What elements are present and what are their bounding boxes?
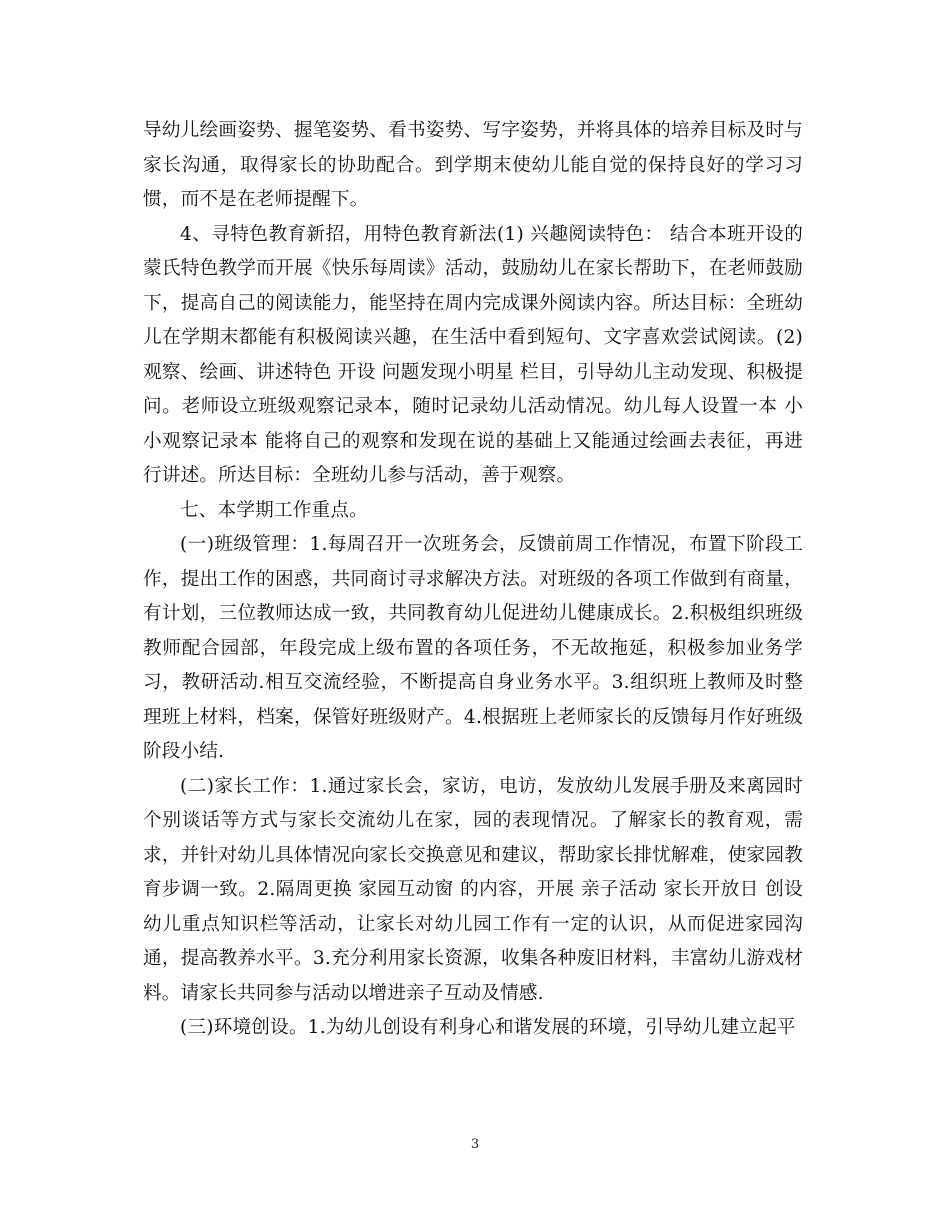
section-heading-work-focus: 七、本学期工作重点。: [180, 499, 368, 521]
paragraph-continuation: 导幼儿绘画姿势、握笔姿势、看书姿势、写字姿势，并将具体的培养目标及时与家长沟通，取得家长的协助配合。到学期末使幼儿能自觉的保持良好的学习习惯，而不是在老师提醒下。: [143, 120, 803, 210]
paragraph-class-management: (一)班级管理：1.每周召开一次班务会，反馈前周工作情况，布置下阶段工作，提出工作的困惑，共同商讨寻求解决方法。对班级的各项工作做到有商量，有计划，三位教师达成一致，共同教育幼儿促进幼儿健康成长。2.积极组织班级教师配合园部，年段完成上级布置的各项任务，不无故拖延，积极参加业务学习，教研活动.相互交流经验，不断提高自身业务水平。3.组织班上教师及时整理班上材料，档案，保管好班级财产。4.根据班上老师家长的反馈每月作好班级阶段小结.: [143, 534, 803, 762]
paragraph-special-education: 4、寻特色教育新招，用特色教育新法(1) 兴趣阅读特色： 结合本班开设的蒙氏特色教学而开展《快乐每周读》活动，鼓励幼儿在家长帮助下，在老师鼓励下，提高自己的阅读能力，能坚持在周内完成课外阅读内容。所达目标：全班幼儿在学期末都能有积极阅读兴趣，在生活中看到短句、文字喜欢尝试阅读。(2) 观察、绘画、讲述特色 开设 问题发现小明星 栏目，引导幼儿主动发现、积极提问。老师设立班级观察记录本，随时记录幼儿活动情况。幼儿每人设置一本 小小观察记录本 能将自己的观察和发现在说的基础上又能通过绘画去表征，再进行讲述。所达目标：全班幼儿参与活动，善于观察。: [143, 223, 803, 486]
paragraph-environment: (三)环境创设。1.为幼儿创设有利身心和谐发展的环境，引导幼儿建立起平: [180, 1017, 796, 1038]
paragraph-parent-work: (二)家长工作：1.通过家长会，家访，电访，发放幼儿发展手册及来离园时个别谈话等方式与家长交流幼儿在家，园的表现情况。了解家长的教育观，需求，并针对幼儿具体情况向家长交换意见和建议，帮助家长排忧解难，使家园教育步调一致。2.隔周更换 家园互动窗 的内容，开展 亲子活动 家长开放日 创设幼儿重点知识栏等活动，让家长对幼儿园工作有一定的认识，从而促进家园沟通，提高教养水平。3.充分利用家长资源，收集各种废旧材料，丰富幼儿游戏材料。请家长共同参与活动以增进亲子互动及情感.: [143, 775, 804, 1004]
document-body: [143, 114, 803, 1046]
page-number: 3: [470, 1137, 480, 1152]
